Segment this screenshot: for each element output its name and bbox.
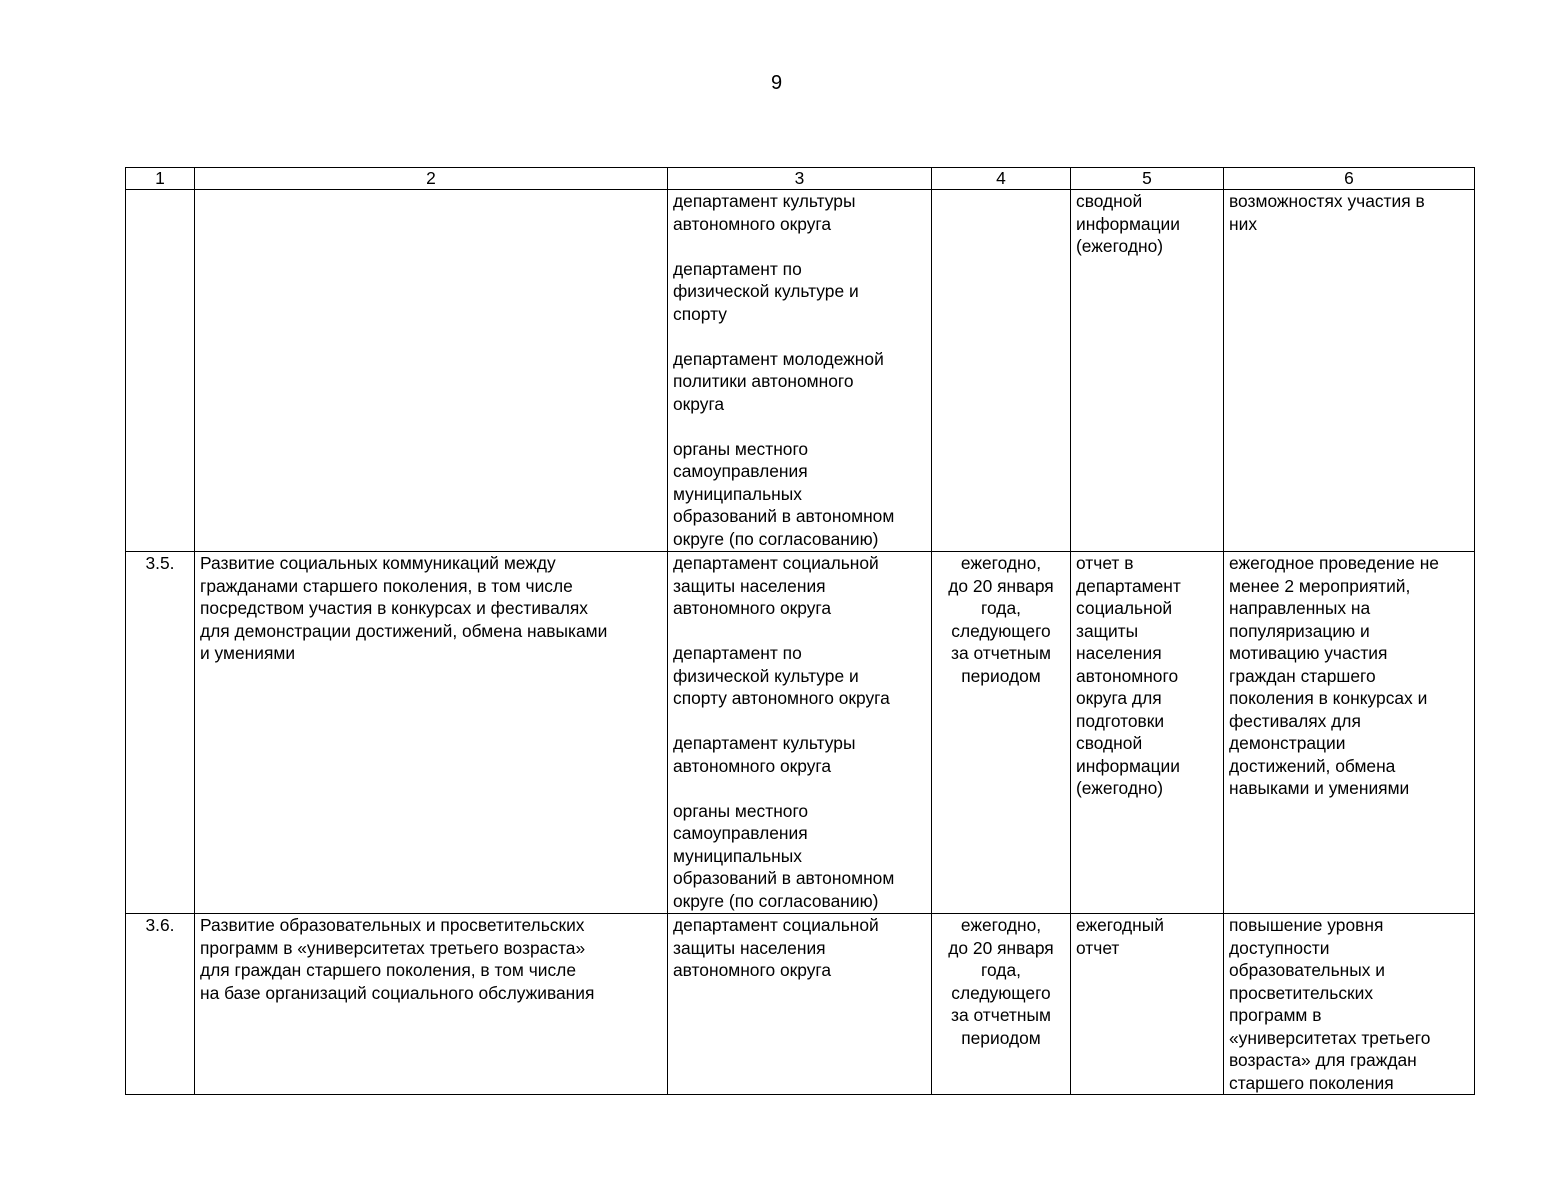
executor-text: департамент культуры автономного округа [673, 191, 856, 234]
executor-text: органы местного самоуправления муниципальных образований в автономном округе (по согласованию) [673, 438, 895, 549]
executor-text: департамент культуры автономного округа [673, 733, 856, 776]
row-number: 3.5. [145, 553, 175, 573]
executors-cell [668, 190, 932, 552]
executor-text: департамент по физической культуре и спорту автономного округа [673, 643, 890, 708]
executor-text: департамент социальной защиты населения автономного округа [673, 915, 879, 980]
report-text: сводной информации (ежегодно) [1076, 191, 1180, 256]
measure-cell [195, 190, 668, 552]
deadline-text: ежегодно, до 20 января года, следующего за отчетным периодом [948, 553, 1054, 686]
report-cell [1071, 914, 1224, 1095]
row-number: 3.6. [145, 915, 175, 935]
report-text: ежегодный отчет [1076, 915, 1164, 958]
row-number-cell [126, 914, 195, 1095]
deadline-cell [932, 552, 1071, 914]
result-text: возможностях участия в них [1229, 191, 1425, 234]
header-cell: 6 [1224, 168, 1475, 190]
measure-cell [195, 552, 668, 914]
result-text: ежегодное проведение не менее 2 мероприятий, направленных на популяризацию и мотивацию участия граждан старшего поколения в конкурсах и фестивалях для демонстрации достижений, обмена навыками и умениями [1229, 553, 1439, 798]
header-cell: 2 [195, 168, 668, 190]
executors-cell [668, 914, 932, 1095]
executor-text: департамент молодежной политики автономного округа [673, 348, 884, 414]
table-row [126, 552, 1475, 914]
result-cell [1224, 552, 1475, 914]
page-number: 9 [770, 72, 783, 94]
header-cell: 4 [932, 168, 1071, 190]
header-cell: 3 [668, 168, 932, 190]
executor-text: департамент социальной защиты населения автономного округа [673, 553, 879, 618]
measure-text: Развитие социальных коммуникаций между гражданами старшего поколения, в том числе посредством участия в конкурсах и фестивалях для демонстрации достижений, обмена навыками и умениями [200, 553, 608, 663]
measure-text: Развитие образовательных и просветительских программ в «университетах третьего возраста» для граждан старшего поколения, в том числе на базе организаций социального обслуживания [200, 915, 595, 1003]
result-cell [1224, 914, 1475, 1095]
table-row [126, 190, 1475, 552]
deadline-cell [932, 914, 1071, 1095]
executor-text: департамент по физической культуре и спорту [673, 258, 859, 324]
header-cell: 1 [126, 168, 195, 190]
header-cell: 5 [1071, 168, 1224, 190]
table-header-row [126, 168, 1475, 190]
report-cell [1071, 190, 1224, 552]
report-text: отчет в департамент социальной защиты населения автономного округа для подготовки сводной информации (ежегодно) [1076, 553, 1181, 798]
table-row [126, 914, 1475, 1095]
measure-cell [195, 914, 668, 1095]
plan-table [125, 167, 1475, 1095]
executor-text: органы местного самоуправления муниципальных образований в автономном округе (по согласованию) [673, 800, 895, 911]
result-text: повышение уровня доступности образовательных и просветительских программ в «университетах третьего возраста» для граждан старшего поколения [1229, 915, 1431, 1093]
executors-cell [668, 552, 932, 914]
deadline-text: ежегодно, до 20 января года, следующего за отчетным периодом [948, 915, 1054, 1048]
deadline-cell [932, 190, 1071, 552]
report-cell [1071, 552, 1224, 914]
row-number-cell [126, 552, 195, 914]
result-cell [1224, 190, 1475, 552]
row-number-cell [126, 190, 195, 552]
